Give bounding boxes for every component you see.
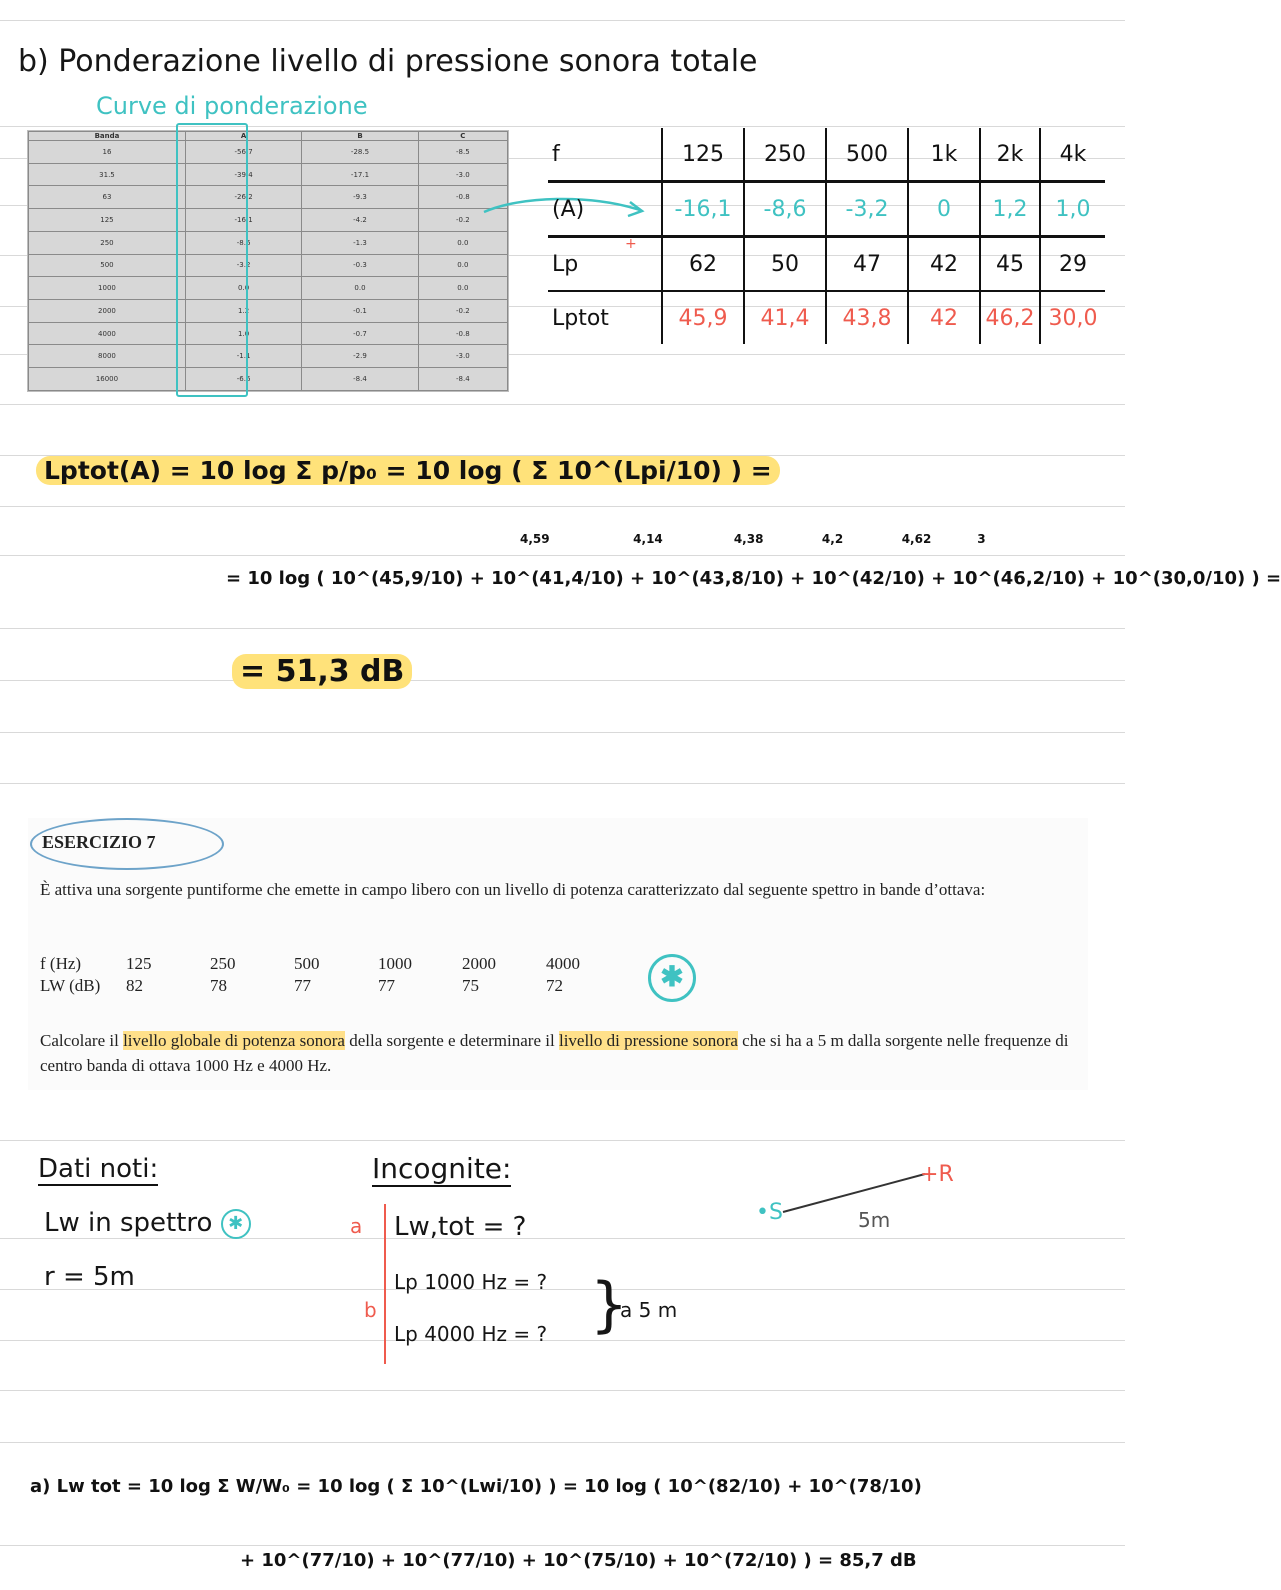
lw-value: 77 (294, 976, 311, 995)
plus-sign: + (625, 236, 637, 252)
exercise-text: È attiva una sorgente puntiforme che emette in campo libero con un livello di potenza caratterizzato dal seguente spettro in bande d’ottava: (40, 880, 986, 899)
a-cell: 0 (908, 182, 980, 237)
question-highlight: livello di pressione sonora (558, 1031, 738, 1050)
incognite-distance: a 5 m (620, 1298, 678, 1322)
weighting-cell: 0.0 (418, 231, 507, 254)
incognite-b1: Lp 1000 Hz = ? (394, 1270, 548, 1294)
weighting-cell: 2000 (29, 300, 186, 323)
weighting-cell: -0.8 (418, 322, 507, 345)
weighting-cell: 8000 (29, 345, 186, 368)
equation-b-exponents (520, 532, 986, 546)
weighting-cell: -0.8 (418, 186, 507, 209)
dati-title: Dati noti: (38, 1154, 159, 1184)
asterisk-icon: ✱ (648, 954, 696, 1002)
lp-label: Lp (548, 237, 662, 292)
weighting-cell: -26.2 (185, 186, 301, 209)
weighting-cell: -0.1 (302, 300, 418, 323)
f-value: 2000 (462, 954, 496, 973)
weighting-cell: 0.0 (302, 277, 418, 300)
weighting-cell: 16 (29, 141, 186, 164)
question-part: Calcolare il (40, 1031, 124, 1050)
lptot-cell: 45,9 (662, 291, 744, 344)
a-label: (A) (548, 182, 662, 237)
weighting-cell: -1.3 (302, 231, 418, 254)
weighting-cell: 31.5 (29, 163, 186, 186)
marker-b: b (364, 1298, 377, 1322)
f-cell: 500 (826, 128, 908, 182)
curve-label: Curve di ponderazione (96, 92, 368, 120)
receiver-label: R (938, 1162, 954, 1187)
lptot-cell: 41,4 (744, 291, 826, 344)
lptot-cell: 30,0 (1048, 305, 1098, 331)
weighting-cell: 16000 (29, 368, 186, 391)
weighting-cell: 0.0 (185, 277, 301, 300)
incognite-a: Lw,tot = ? (394, 1212, 527, 1242)
asterisk-icon: ✱ (221, 1209, 251, 1239)
col-b: B (302, 132, 418, 141)
lp-cell: 62 (662, 237, 744, 292)
weighting-cell: -3.0 (418, 345, 507, 368)
weighting-row (29, 209, 508, 232)
weighted-levels-table (548, 128, 1105, 344)
brace: } (590, 1270, 629, 1340)
lp-cell: 47 (826, 237, 908, 292)
weighting-row (29, 345, 508, 368)
col-c: C (418, 132, 507, 141)
weighting-row (29, 231, 508, 254)
weighting-cell: 1.2 (185, 300, 301, 323)
exponent-note: 4,62 (901, 532, 932, 546)
f-value: 125 (126, 954, 152, 973)
question-part: della sorgente e determinare il (344, 1031, 559, 1050)
weighting-row (29, 368, 508, 391)
distance-label: 5m (858, 1208, 891, 1232)
receiver-point: +R (920, 1162, 954, 1187)
weighting-cell: 1.0 (185, 322, 301, 345)
weighting-cell: -9.3 (302, 186, 418, 209)
f-cell: 2k (980, 128, 1040, 182)
weighting-cell: -3.0 (418, 163, 507, 186)
weighting-cell: 4000 (29, 322, 186, 345)
f-cell: 125 (662, 128, 744, 182)
weighting-row (29, 300, 508, 323)
f-label: f (548, 128, 662, 182)
exercise-7-block (28, 818, 1088, 1090)
source-label: S (768, 1200, 783, 1225)
weighting-cell: -1.1 (185, 345, 301, 368)
weighting-cell: -8.4 (302, 368, 418, 391)
weighting-cell: -56.7 (185, 141, 301, 164)
weighting-cell: -17.1 (302, 163, 418, 186)
weighting-cell: -8.4 (418, 368, 507, 391)
weighting-row (29, 163, 508, 186)
lp-cell: 42 (908, 237, 980, 292)
question-part: che si ha a 5 m dalla sorgente nelle frequenze di centro banda di ottava 1000 Hz e 4000 Hz. (40, 1031, 1069, 1075)
weighting-cell: 63 (29, 186, 186, 209)
weighting-curves-table (27, 130, 509, 392)
weighting-cell: 500 (29, 254, 186, 277)
a-column-highlight (176, 123, 248, 397)
exercise-title: ESERCIZIO 7 (42, 832, 156, 852)
weighting-row (29, 186, 508, 209)
f-cell: 1k (908, 128, 980, 182)
incognite-divider (384, 1204, 386, 1364)
weighting-cell: -16.1 (185, 209, 301, 232)
lw-value: 78 (210, 976, 227, 995)
f-cell: 250 (744, 128, 826, 182)
equation-b-line2: = 10 log ( 10^(45,9/10) + 10^(41,4/10) + 10^(43,8/10) + 10^(42/10) + 10^(46,2/10) + 10^(30,0/10) ) = (226, 568, 1281, 589)
weighting-cell: -0.2 (418, 209, 507, 232)
weighting-cell: 125 (29, 209, 186, 232)
lptot-cell: 43,8 (826, 291, 908, 344)
weighting-row (29, 322, 508, 345)
f-value: 1000 (378, 954, 412, 973)
exponent-note: 4,14 (633, 532, 663, 546)
weighting-cell: -3.2 (185, 254, 301, 277)
f-value: 4000 (546, 954, 580, 973)
weighting-cell: 0.0 (418, 254, 507, 277)
exercise-question (40, 1028, 1080, 1078)
f-value: 250 (210, 954, 236, 973)
equation-a-line2: + 10^(77/10) + 10^(77/10) + 10^(75/10) + 10^(72/10) ) = 85,7 dB (240, 1550, 917, 1571)
weighting-cell: -4.2 (302, 209, 418, 232)
lw-value: 75 (462, 976, 479, 995)
a-cell: -16,1 (662, 182, 744, 237)
exponent-note: 4,38 (733, 532, 764, 546)
exponent-note: 4,2 (821, 532, 844, 546)
marker-a: a (350, 1214, 363, 1238)
weighting-cell: -39.4 (185, 163, 301, 186)
weighting-cell: -6.6 (185, 368, 301, 391)
a-cell: 1,2 (980, 182, 1040, 237)
a-cell: 1,0 (1040, 182, 1105, 237)
col-a: A (185, 132, 301, 141)
lp-cell: 45 (980, 237, 1040, 292)
weighting-row (29, 277, 508, 300)
weighting-cell: 0.0 (418, 277, 507, 300)
lp-cell: 29 (1040, 237, 1105, 292)
weighting-cell: -28.5 (302, 141, 418, 164)
incognite-title: Incognite: (372, 1152, 512, 1185)
result-b: = 51,3 dB (232, 654, 412, 689)
a-cell: -3,2 (826, 182, 908, 237)
col-banda: Banda (29, 132, 186, 141)
question-highlight: livello globale di potenza sonora (123, 1031, 345, 1050)
weighting-cell: 250 (29, 231, 186, 254)
exponent-note: 4,59 (520, 532, 550, 546)
weighting-cell: -2.9 (302, 345, 418, 368)
source-point: •S (756, 1200, 783, 1225)
lp-cell: 50 (744, 237, 826, 292)
exponent-note: 3 (977, 532, 986, 546)
weighting-row (29, 254, 508, 277)
dati-lw: Lw in spettro (44, 1208, 213, 1238)
f-cell: 4k (1040, 128, 1105, 182)
incognite-b2: Lp 4000 Hz = ? (394, 1322, 548, 1346)
weighting-cell: -0.3 (302, 254, 418, 277)
spectrum-table (40, 954, 630, 998)
lw-label: LW (dB) (40, 976, 101, 995)
lw-value: 82 (126, 976, 143, 995)
weighting-cell: -0.2 (418, 300, 507, 323)
dati-line2: r = 5m (44, 1262, 135, 1292)
weighting-cell: 1000 (29, 277, 186, 300)
weighting-row (29, 141, 508, 164)
weighting-cell: -8.6 (185, 231, 301, 254)
weighting-cell: -8.5 (418, 141, 507, 164)
a-cell: -8,6 (744, 182, 826, 237)
weighting-cell: -0.7 (302, 322, 418, 345)
lptot-cell: 46,2 (980, 291, 1040, 344)
lw-value: 72 (546, 976, 563, 995)
f-label: f (Hz) (40, 954, 82, 973)
lw-value: 77 (378, 976, 395, 995)
section-b-heading: b) Ponderazione livello di pressione sonora totale (18, 44, 758, 79)
equation-b-line1: Lptot(A) = 10 log Σ p/p₀ = 10 log ( Σ 10^(Lpi/10) ) = (36, 456, 780, 485)
equation-a-line1: a) Lw tot = 10 log Σ W/W₀ = 10 log ( Σ 10^(Lwi/10) ) = 10 log ( 10^(82/10) + 10^(78/10) (30, 1476, 922, 1497)
lptot-label: Lptot (548, 291, 662, 344)
f-value: 500 (294, 954, 320, 973)
lptot-cell: 42 (908, 291, 980, 344)
dati-line1 (44, 1208, 251, 1239)
